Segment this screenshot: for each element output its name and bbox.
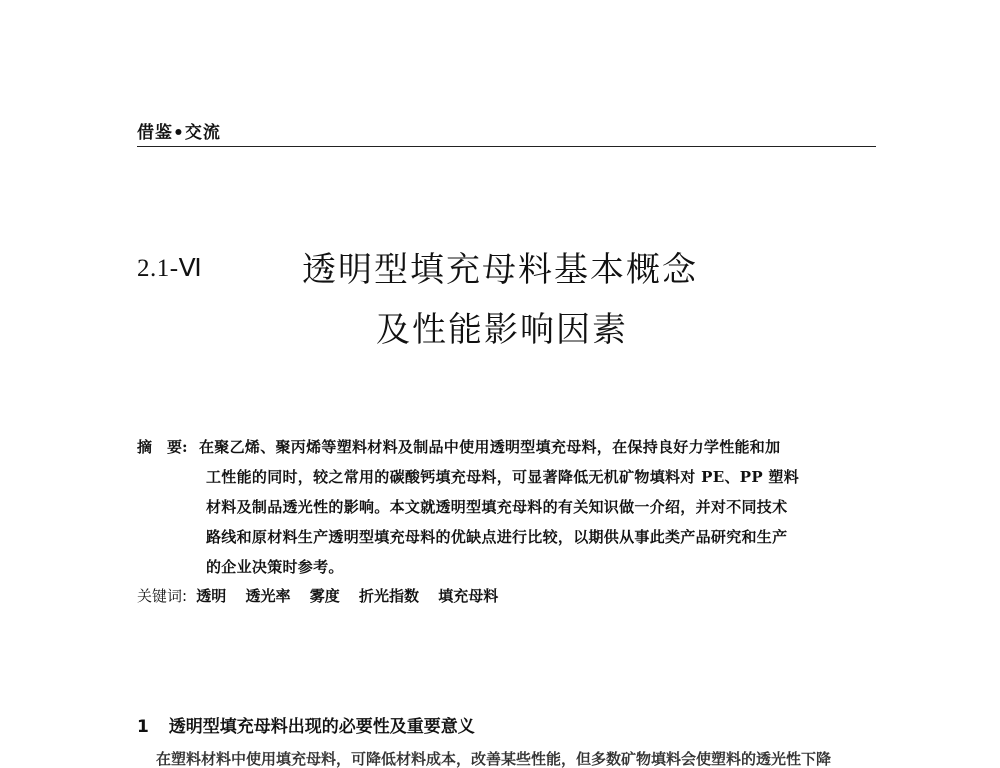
keyword: 折光指数 [359, 587, 420, 605]
keywords-label: 关键词: [137, 587, 188, 605]
abstract-label: 摘 要: [137, 438, 188, 456]
article-number: 2.1-Ⅵ [137, 255, 203, 282]
header-rule [137, 146, 876, 147]
body-text-fragment: 在塑料材料中使用填充母料，可降低材料成本，改善某些性能，但多数矿物填料会使塑料的透光性下降 [156, 750, 832, 768]
keyword: 雾度 [309, 587, 340, 605]
cut-off-body-line [156, 750, 884, 768]
abstract-line: 工性能的同时，较之常用的碳酸钙填充母料，可显著降低无机矿物填料对 PE、PP 塑料 [206, 468, 800, 486]
keyword: 填充母料 [438, 587, 499, 605]
keyword: 透光率 [245, 587, 291, 605]
section-number: 1 [137, 717, 149, 737]
abstract-line: 路线和原材料生产透明型填充母料的优缺点进行比较，以期供从事此类产品研究和生产 [206, 528, 788, 546]
article-title-line-1: 透明型填充母料基本概念 [302, 250, 698, 290]
keyword: 透明 [196, 587, 227, 605]
section-title: 透明型填充母料出现的必要性及重要意义 [168, 717, 475, 737]
abstract-line: 材料及制品透光性的影响。本文就透明型填充母料的有关知识做一介绍，并对不同技术 [206, 498, 788, 516]
keywords [137, 585, 512, 606]
abstract-line: 在聚乙烯、聚丙烯等塑料材料及制品中使用透明型填充母料，在保持良好力学性能和加 [199, 438, 781, 456]
section-heading [137, 712, 475, 737]
running-header: 借鉴•交流 [137, 123, 221, 143]
article-title-line-2: 及性能影响因素 [376, 310, 628, 350]
abstract-line: 的企业决策时参考。 [206, 558, 344, 576]
